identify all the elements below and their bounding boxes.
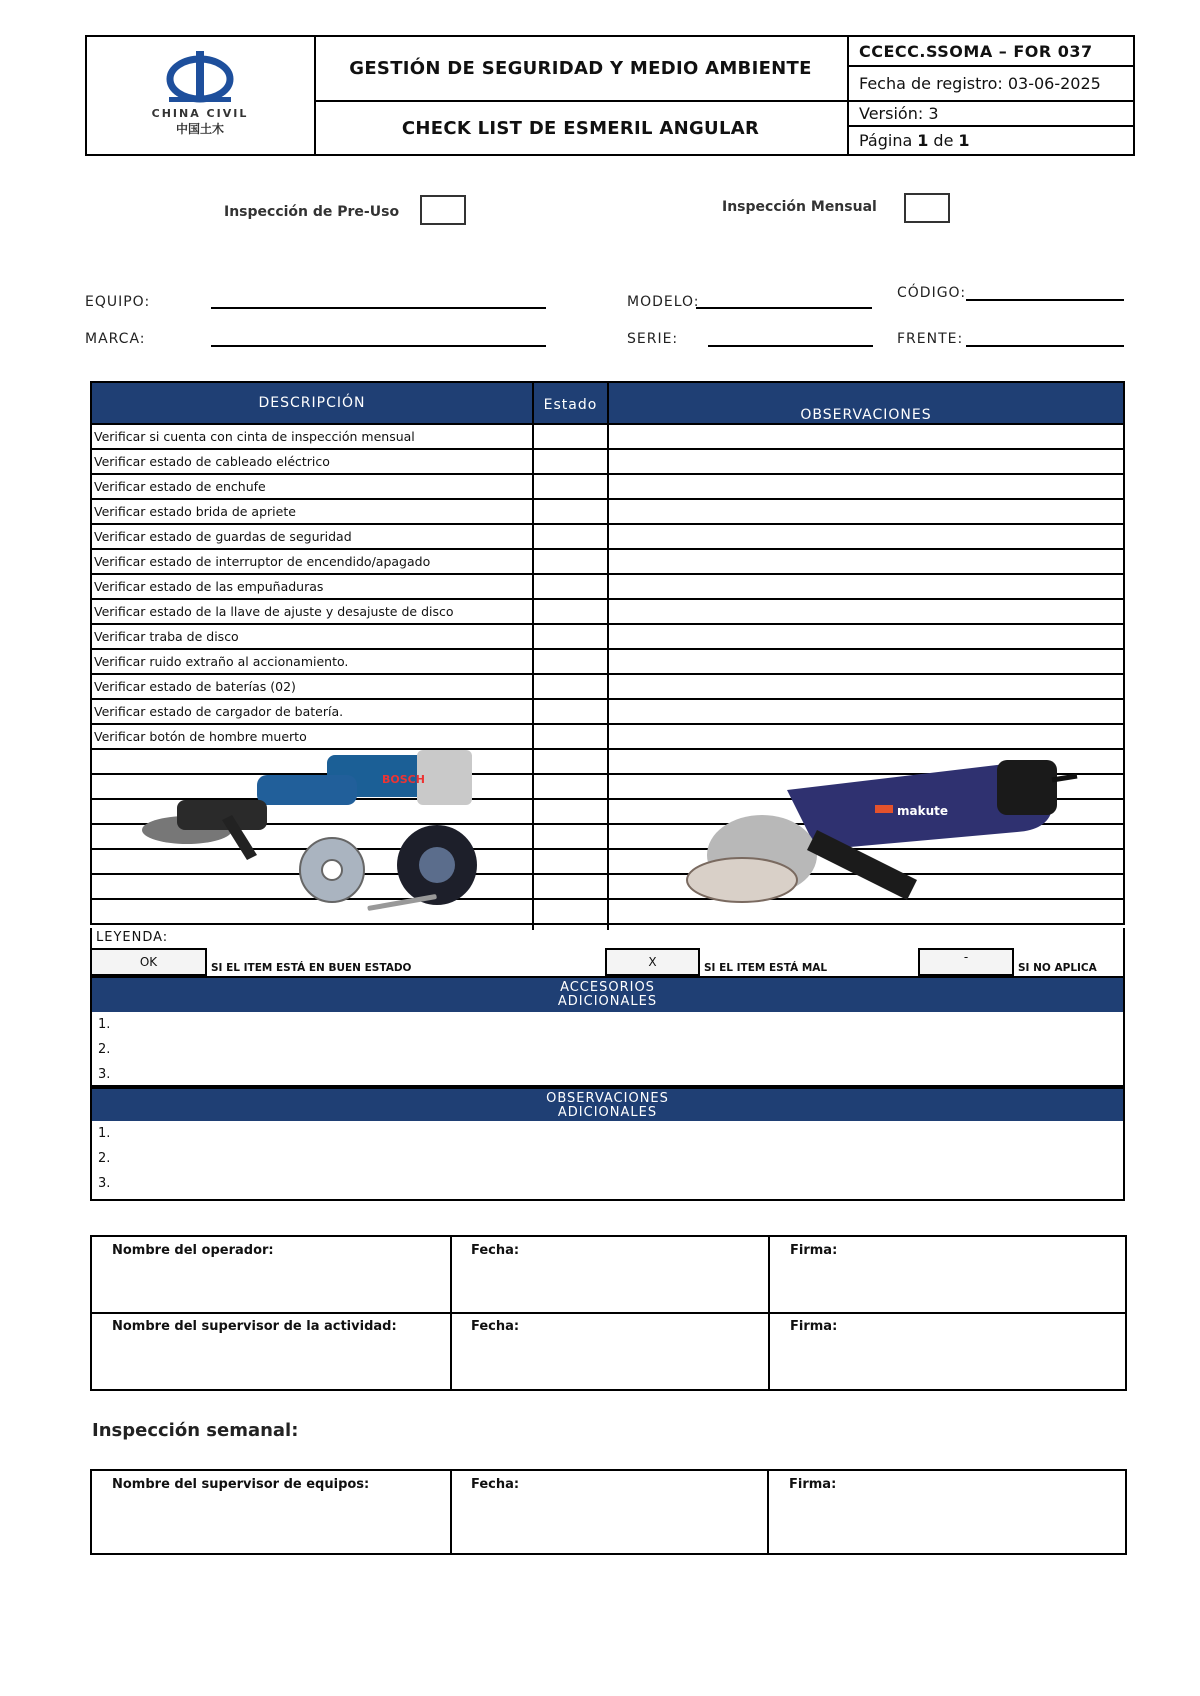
observaciones-title-2: ADICIONALES — [557, 1105, 658, 1120]
list-item[interactable]: 1. — [98, 1126, 111, 1141]
document-code: CCECC.SSOMA – FOR 037 — [849, 37, 1133, 67]
preuso-label: Inspección de Pre-Uso — [224, 204, 400, 220]
left-brand: BOSCH — [382, 773, 425, 786]
header-title-main: GESTIÓN DE SEGURIDAD Y MEDIO AMBIENTE — [314, 37, 849, 102]
page-of: de — [933, 131, 954, 150]
col-divider — [607, 425, 609, 930]
supervisor-equipos-label: Nombre del supervisor de equipos: — [112, 1477, 370, 1492]
item-description: Verificar traba de disco — [94, 629, 239, 644]
codigo-field[interactable] — [966, 299, 1124, 301]
china-civil-logo-icon — [87, 37, 314, 154]
checklist-table — [90, 381, 1125, 925]
list-item[interactable]: 2. — [98, 1151, 111, 1166]
accesorios-list — [90, 1012, 1125, 1087]
supervisor-actividad-label: Nombre del supervisor de la actividad: — [112, 1319, 397, 1334]
col-divider — [532, 425, 534, 930]
table-body — [92, 425, 1123, 923]
accesorios-header — [90, 978, 1125, 1012]
accesorios-title-2: ADICIONALES — [557, 994, 658, 1009]
operador-firma-label: Firma: — [790, 1243, 838, 1258]
item-description: Verificar estado brida de apriete — [94, 504, 296, 519]
page-current: 1 — [917, 131, 929, 150]
sig-divider — [92, 1312, 1125, 1314]
list-item[interactable]: 1. — [98, 1017, 111, 1032]
item-description: Verificar estado de las empuñaduras — [94, 579, 324, 594]
marca-field[interactable] — [211, 345, 546, 347]
signature-table — [90, 1235, 1127, 1391]
col-estado: Estado — [532, 383, 607, 423]
marca-label: MARCA: — [85, 331, 146, 347]
semanal-fecha-label: Fecha: — [471, 1477, 520, 1492]
preuso-checkbox[interactable] — [420, 195, 466, 225]
page-number — [849, 127, 1133, 154]
document-header — [85, 35, 1135, 156]
codigo-label: CÓDIGO: — [897, 285, 967, 301]
operador-label: Nombre del operador: — [112, 1243, 274, 1258]
legend-na-text: SI NO APLICA — [1018, 962, 1097, 974]
item-description: Verificar estado de baterías (02) — [94, 679, 296, 694]
item-description: Verificar ruido extraño al accionamiento. — [94, 654, 349, 669]
sig-divider — [450, 1471, 452, 1553]
mensual-label: Inspección Mensual — [722, 199, 877, 215]
serie-label: SERIE: — [627, 331, 679, 347]
page-prefix: Página — [859, 131, 913, 150]
legend-title: LEYENDA: — [96, 930, 169, 945]
item-description: Verificar botón de hombre muerto — [94, 729, 307, 744]
cordless-angle-grinder-image — [137, 745, 497, 915]
list-item[interactable]: 3. — [98, 1067, 111, 1082]
col-descripcion: DESCRIPCIÓN — [258, 395, 366, 411]
semanal-signature-table — [90, 1469, 1127, 1555]
item-description: Verificar estado de guardas de seguridad — [94, 529, 352, 544]
logo-text: CHINA CIVIL — [151, 107, 249, 120]
legend — [90, 928, 1125, 978]
corded-angle-grinder-image — [667, 740, 1087, 920]
observaciones-list — [90, 1121, 1125, 1201]
supervisor-firma-label: Firma: — [790, 1319, 838, 1334]
table-header — [92, 383, 1123, 425]
logo-chinese-text: 中国土木 — [175, 122, 225, 136]
equipo-label: EQUIPO: — [85, 294, 151, 310]
legend-na-box: - — [918, 948, 1014, 976]
list-item[interactable]: 2. — [98, 1042, 111, 1057]
item-description: Verificar estado de cableado eléctrico — [94, 454, 330, 469]
list-item[interactable]: 3. — [98, 1176, 111, 1191]
operador-fecha-label: Fecha: — [471, 1243, 520, 1258]
legend-ok-text: SI EL ITEM ESTÁ EN BUEN ESTADO — [211, 962, 412, 974]
supervisor-fecha-label: Fecha: — [471, 1319, 520, 1334]
legend-ok-box: OK — [92, 948, 207, 976]
sig-divider — [767, 1471, 769, 1553]
legend-x-box: X — [605, 948, 700, 976]
item-description: Verificar estado de enchufe — [94, 479, 266, 494]
legend-x-text: SI EL ITEM ESTÁ MAL — [704, 962, 828, 974]
equipo-field[interactable] — [211, 307, 546, 309]
observaciones-header — [90, 1087, 1125, 1121]
semanal-title: Inspección semanal: — [92, 1420, 299, 1441]
right-brand: makute — [897, 804, 948, 818]
item-description: Verificar estado de interruptor de encendido/apagado — [94, 554, 431, 569]
serie-field[interactable] — [708, 345, 873, 347]
item-description: Verificar si cuenta con cinta de inspección mensual — [94, 429, 415, 444]
frente-field[interactable] — [966, 345, 1124, 347]
page-total: 1 — [958, 131, 970, 150]
modelo-field[interactable] — [696, 307, 872, 309]
accesorios-title-1: ACCESORIOS — [560, 980, 655, 995]
header-title-sub: CHECK LIST DE ESMERIL ANGULAR — [314, 102, 849, 154]
observaciones-title-1: OBSERVACIONES — [546, 1091, 669, 1106]
col-observaciones: OBSERVACIONES — [607, 383, 1123, 423]
document-version: Versión: 3 — [849, 102, 1133, 127]
company-logo — [87, 37, 316, 154]
semanal-firma-label: Firma: — [789, 1477, 837, 1492]
frente-label: FRENTE: — [897, 331, 964, 347]
item-description: Verificar estado de cargador de batería. — [94, 704, 344, 719]
mensual-checkbox[interactable] — [904, 193, 950, 223]
registration-date: Fecha de registro: 03-06-2025 — [849, 67, 1133, 102]
item-description: Verificar estado de la llave de ajuste y desajuste de disco — [94, 604, 454, 619]
modelo-label: MODELO: — [627, 294, 700, 310]
